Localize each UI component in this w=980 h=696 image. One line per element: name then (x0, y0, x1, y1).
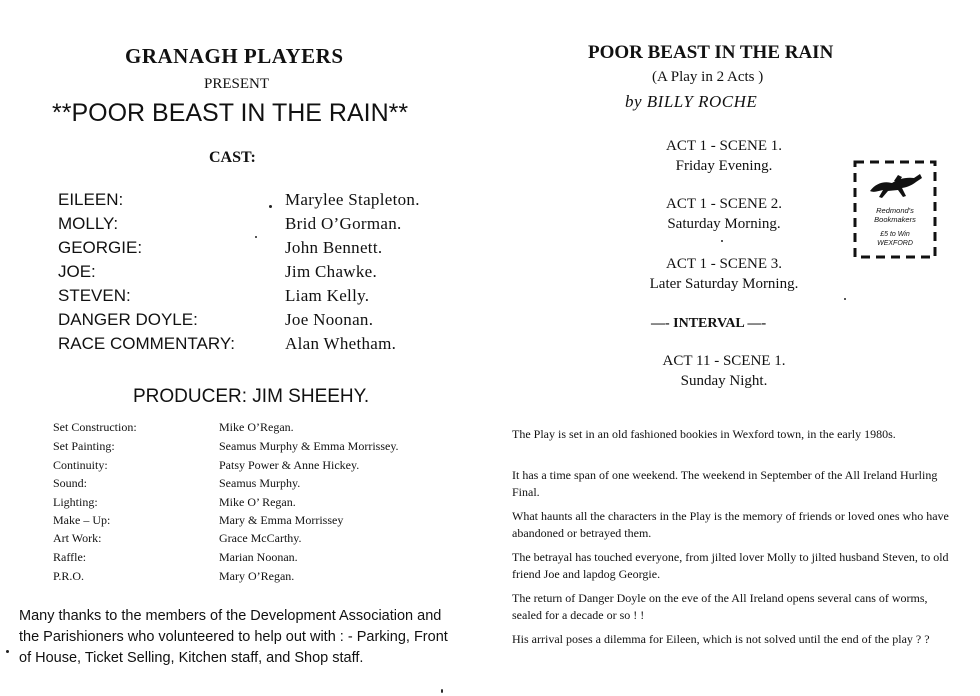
crew-role: Set Construction: (53, 420, 137, 434)
scene-act: ACT 1 - SCENE 3. (666, 256, 782, 272)
stamp-text: Redmond's (876, 206, 914, 215)
cast-role: STEVEN: (58, 286, 131, 305)
crew-name: Marian Noonan. (219, 550, 298, 564)
interval-label: —- INTERVAL —- (651, 316, 767, 331)
scene-time: Friday Evening. (675, 158, 773, 174)
crew-name: Seamus Murphy & Emma Morrissey. (219, 439, 399, 453)
crew-name: Seamus Murphy. (219, 476, 301, 490)
author-credit: by BILLY ROCHE (625, 92, 758, 111)
cast-actor: Jim Chawke. (285, 262, 378, 281)
scene-time: Saturday Morning. (667, 216, 781, 232)
scene-act: ACT 11 - SCENE 1. (662, 353, 786, 369)
speck (844, 298, 846, 300)
speck (721, 240, 723, 242)
cast-actor: Marylee Stapleton. (285, 190, 420, 209)
cast-actor: John Bennett. (285, 238, 383, 257)
stamp-text: WEXFORD (877, 240, 913, 247)
crew-name: Mary O’Regan. (219, 569, 295, 583)
crew-role: Lighting: (53, 495, 98, 509)
cast-row (58, 214, 478, 238)
scene-act: ACT 1 - SCENE 1. (666, 138, 782, 154)
scene-act: ACT 1 - SCENE 2. (666, 196, 782, 212)
cast-role: DANGER DOYLE: (58, 310, 198, 329)
crew-row (53, 569, 473, 587)
synopsis-paragraph: What haunts all the characters in the Play is the memory of friends or loved ones who have abandoned or betrayed them. (512, 509, 949, 540)
scene-block (604, 254, 844, 294)
cast-row (58, 334, 478, 358)
cast-actor: Brid O’Gorman. (285, 214, 402, 233)
crew-row (53, 476, 473, 494)
crew-row (53, 550, 473, 568)
crew-role: Continuity: (53, 458, 108, 472)
crew-row (53, 513, 473, 531)
cast-role: EILEEN: (58, 190, 124, 209)
crew-role: P.R.O. (53, 569, 85, 583)
scene-block (604, 194, 844, 234)
cast-row (58, 262, 478, 286)
scene-block (604, 351, 844, 391)
present-label: PRESENT (204, 76, 270, 92)
cast-actor: Liam Kelly. (285, 286, 370, 305)
crew-row (53, 531, 473, 549)
thanks-note: Many thanks to the members of the Development Association and the Parishioners who volunteered to help out with : - Parking, Front of House, Ticket Selling, Kitchen staff, and Shop staff. (19, 608, 448, 666)
cast-actor: Joe Noonan. (285, 310, 374, 329)
right-play-title: POOR BEAST IN THE RAIN (588, 42, 834, 63)
stamp-text: £5 to Win (880, 231, 910, 238)
crew-row (53, 420, 473, 438)
stamp-text: Bookmakers (874, 215, 916, 224)
scene-block (604, 136, 844, 176)
crew-row (53, 439, 473, 457)
crew-role: Make – Up: (53, 513, 111, 527)
producer-credit: PRODUCER: JIM SHEEHY. (133, 386, 370, 407)
cast-role: GEORGIE: (58, 238, 143, 257)
speck (441, 689, 443, 693)
crew-name: Mary & Emma Morrissey (219, 513, 344, 527)
crew-role: Raffle: (53, 550, 87, 564)
cast-row (58, 310, 478, 334)
synopsis-paragraph: The return of Danger Doyle on the eve of the All Ireland opens several cans of worms, sealed for a decade or so ! ! (512, 591, 928, 622)
synopsis-paragraph: The Play is set in an old fashioned bookies in Wexford town, in the early 1980s. (512, 427, 896, 441)
crew-role: Sound: (53, 476, 88, 490)
speck (255, 236, 257, 238)
scene-time: Sunday Night. (680, 373, 768, 389)
crew-name: Mike O’ Regan. (219, 495, 296, 509)
crew-name: Grace McCarthy. (219, 531, 302, 545)
company-name: GRANAGH PLAYERS (125, 44, 344, 68)
crew-role: Set Painting: (53, 439, 115, 453)
cast-row (58, 286, 478, 310)
synopsis-paragraph: It has a time span of one weekend. The weekend in September of the All Ireland Hurling Final. (512, 468, 938, 499)
cast-role: MOLLY: (58, 214, 119, 233)
crew-row (53, 458, 473, 476)
play-title: **POOR BEAST IN THE RAIN** (52, 99, 409, 127)
cast-row (58, 190, 478, 214)
bookmaker-stamp (852, 159, 938, 260)
crew-row (53, 495, 473, 513)
speck (269, 205, 272, 208)
scene-time: Later Saturday Morning. (649, 276, 799, 292)
horse-racing-icon (866, 169, 926, 201)
synopsis-paragraph: The betrayal has touched everyone, from jilted lover Molly to jilted husband Steven, to old friend Joe and lapdog Georgie. (512, 550, 949, 581)
crew-role: Art Work: (53, 531, 102, 545)
cast-actor: Alan Whetham. (285, 334, 397, 353)
crew-name: Patsy Power & Anne Hickey. (219, 458, 360, 472)
cast-row (58, 238, 478, 262)
cast-heading: CAST: (209, 149, 256, 166)
speck (6, 650, 9, 653)
cast-role: JOE: (58, 262, 96, 281)
play-subtitle: (A Play in 2 Acts ) (652, 69, 764, 85)
crew-name: Mike O’Regan. (219, 420, 294, 434)
cast-role: RACE COMMENTARY: (58, 334, 235, 353)
synopsis-paragraph: His arrival poses a dilemma for Eileen, which is not solved until the end of the play ? ? (512, 632, 930, 646)
